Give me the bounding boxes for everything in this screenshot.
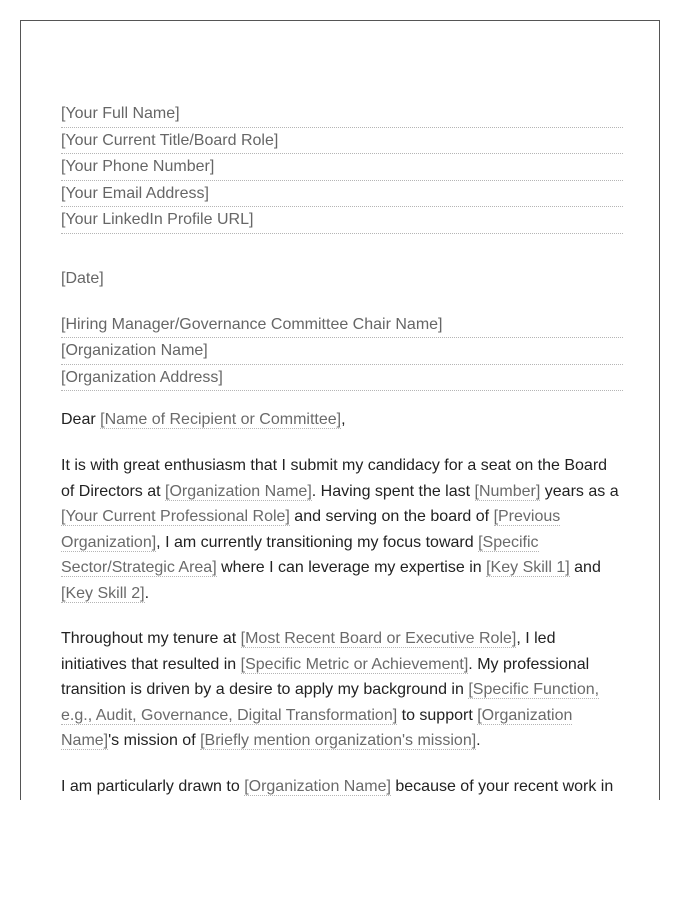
specific-function-placeholder[interactable]: [Specific Function, e.g., Audit, Governance, Digital Transformation] [61,681,600,724]
paragraph-text: because of your recent work in [390,777,614,795]
paragraph-text: . My professional transition is driven by a desire to apply my background in [61,655,590,698]
date-field[interactable]: [Date] [61,269,104,287]
body-paragraph-3 [61,774,623,800]
paragraph-text: . [144,584,150,602]
organization-mission-placeholder[interactable]: [Briefly mention organization's mission] [200,732,477,749]
salutation-recipient-placeholder[interactable]: [Name of Recipient or Committee] [100,411,342,428]
organization-name-placeholder[interactable]: [Organization Name] [61,706,573,749]
letter-content [61,101,623,799]
paragraph-text: 's mission of [108,732,201,749]
organization-name-placeholder[interactable]: [Organization Name] [165,482,312,500]
letter-page [20,20,660,800]
sender-email-field[interactable]: [Your Email Address] [61,181,623,208]
paragraph-text: . [476,732,481,749]
paragraph-text: , I am currently transitioning my focus toward [156,533,479,551]
key-skill-2-placeholder[interactable]: [Key Skill 2] [61,584,145,602]
sender-block [61,101,623,234]
current-role-placeholder[interactable]: [Your Current Professional Role] [61,508,290,525]
paragraph-text: . Having spent the last [311,482,475,500]
paragraph-text: and [569,559,601,576]
paragraph-text: to support [397,706,478,724]
achievement-placeholder[interactable]: [Specific Metric or Achievement] [240,655,469,673]
recipient-block [61,312,623,392]
organization-name-placeholder[interactable]: [Organization Name] [244,777,391,795]
paragraph-text: It is with great enthusiasm that I submit my candidacy for a seat on the Board of Directors at [61,457,608,500]
paragraph-text: years as a [540,482,619,500]
number-placeholder[interactable]: [Number] [474,482,541,500]
strategic-area-placeholder[interactable]: [Specific Sector/Strategic Area] [61,533,539,576]
recipient-organization-field[interactable]: [Organization Name] [61,338,623,365]
previous-organization-placeholder[interactable]: [Previous Organization] [61,508,561,551]
salutation [61,407,623,433]
recent-role-placeholder[interactable]: [Most Recent Board or Executive Role] [240,630,517,647]
sender-linkedin-field[interactable]: [Your LinkedIn Profile URL] [61,207,623,234]
paragraph-text: , I led initiatives that resulted in [61,630,556,673]
paragraph-text: Throughout my tenure at [61,630,241,647]
salutation-prefix: Dear [61,411,101,428]
paragraph-text: I am particularly drawn to [61,777,245,795]
salutation-suffix: , [341,411,346,428]
paragraph-text: where I can leverage my expertise in [216,559,487,576]
sender-title-field[interactable]: [Your Current Title/Board Role] [61,128,623,155]
recipient-name-field[interactable]: [Hiring Manager/Governance Committee Chair Name] [61,312,623,339]
body-paragraph-2 [61,626,623,754]
recipient-address-field[interactable]: [Organization Address] [61,365,623,392]
sender-phone-field[interactable]: [Your Phone Number] [61,154,623,181]
sender-full-name-field[interactable]: [Your Full Name] [61,101,623,128]
key-skill-1-placeholder[interactable]: [Key Skill 1] [486,559,570,576]
body-paragraph-1 [61,453,623,606]
paragraph-text: and serving on the board of [289,508,494,525]
